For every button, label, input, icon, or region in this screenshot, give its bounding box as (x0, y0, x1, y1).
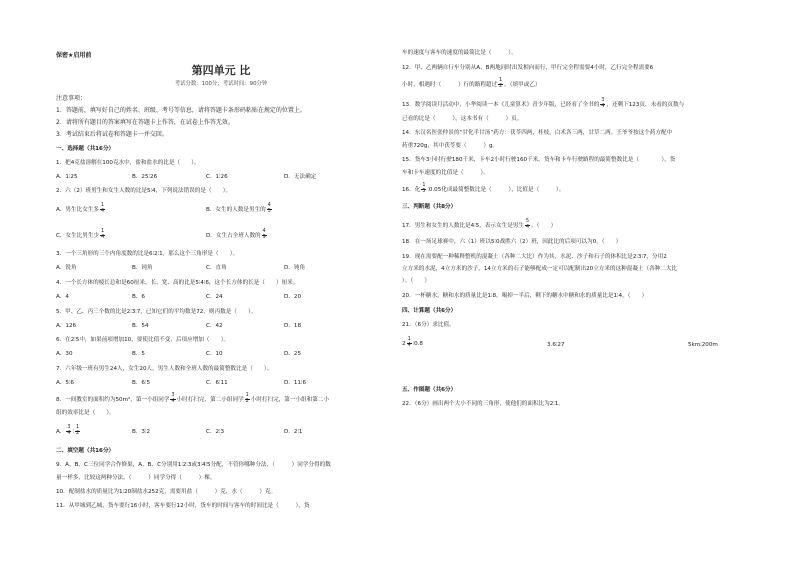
question-19-line2: 立方米的水泥，4立方米的沙子，14立方米的石子能够配成一定可以配制出20立方米的这种混凝土（各种二大比 (402, 266, 678, 272)
question-12: 12．甲、乙两辆自行车分别从A、B两地同时出发相向而行，甲行完全程需要4小时，乙行完全程需要6 (402, 65, 654, 71)
notes-heading: 注意事项： (56, 95, 87, 102)
question-2: 2．六（2）班男生和女生人数的比是5∶4，下列说法错误的是（ ）。 (56, 188, 232, 194)
option: C．10 (206, 351, 223, 357)
option: B．钝角 (132, 265, 153, 271)
question-15-line2: 车和卡车速度的比值是（ ）。 (402, 170, 489, 176)
note-item: 1．答题前，填写好自己的姓名、班级、考号等信息，请将答题卡条形码粘贴在规定的位置上。 (56, 107, 306, 114)
question-12-line2: 小时，相遇时（ ）行的路程超过 $\frac{1}{2}$ 。（填甲或乙） (402, 78, 541, 89)
option: A． $\frac{3}{4}$ ∶ $\frac{1}{2}$ (56, 425, 80, 436)
option: D．25 (284, 351, 302, 357)
option: B．6∶5 (132, 380, 151, 386)
question-21: 21．（6分）求比值。 (402, 322, 455, 328)
question-11-line2: 车的速度与客车的速度的最简比是（ ）。 (402, 50, 517, 56)
question-5: 5．甲、乙、丙三个数的比是2∶3∶7，已知它们的平均数是72，则丙数是（ ）。 (56, 309, 257, 315)
option: B．25∶26 (132, 174, 158, 180)
question-14: 14．东汉名医张仲景的“甘化半甘汤”药方：茯苓四两，桂枝，白术各三两，甘草二两。王爷爷按这个药方配中 (402, 130, 673, 136)
option: D．钝角 (284, 265, 306, 271)
question-13-line2: 已看的比是（ ），这本书有（ ）页。 (402, 116, 523, 122)
option: D．18 (284, 323, 302, 329)
question-15: 15．货车3小时行驶180千米，卡车2小时行驶160千米。货车和卡车行驶路程的最简整数比是（ ），货 (402, 157, 676, 163)
question-17: 17．男生和女生的人数比是4∶5，表示女生是男生 $\frac{5}{4}$ 。（ ） (402, 219, 557, 230)
option: A．30 (56, 351, 73, 357)
note-item: 3．考试结束后将试卷和答题卡一并交回。 (56, 131, 168, 138)
question-20: 20．一杯糖水，糖和水的质量比是1∶8，喝掉一半后，剩下的糖水中糖和水的质量比是1∶4。（ ） (402, 293, 648, 299)
section-heading: 二、填空题（共16分） (56, 448, 115, 454)
option: D．2∶1 (284, 429, 303, 435)
question-11: 11．从甲城到乙城，货车要行16小时，客车要行12小时，货车的时间与客车的时间比是（ ），货 (56, 503, 310, 509)
question-6: 6．在2∶5中，如果前项增加10，要使比值不变，后项应增加（ ）。 (56, 337, 230, 343)
secret-label: 保密★启用前 (56, 52, 92, 59)
question-13: 13．数学阅读月活动中，小华阅读一本《儿童算术》青少年版，已经看了全书的 $\frac{3}{4}$ ，还剩下123页，未看的页数与 (402, 98, 685, 109)
option: D．无法确定 (284, 174, 317, 180)
option: B．女生的人数是男生的 $\frac{4}{5}$ (206, 203, 271, 214)
section-heading: 一、选择题（共16分） (56, 146, 115, 152)
question-8: 8．一间教室的面积约为50m²，第一小组同学 $\frac{3}{4}$ 小时打扫完，第二小组同学 $\frac{1}{2}$ 小时打扫完，第一小组和第二小 (56, 393, 330, 404)
option: A．锐角 (56, 265, 77, 271)
question-16: 16．化 $\frac{1}{5}$ ∶0.05化成最简整数比是（ ），比值是（ ）。 (402, 183, 565, 194)
option: C．1∶26 (206, 174, 228, 180)
option: C．直角 (206, 265, 227, 271)
calc-expression-1: 2 $\frac{1}{4}$ ∶0.8 (402, 337, 423, 348)
option: D．20 (284, 294, 302, 300)
question-9: 9．A、B、C三位同学合作修果，A、B、C分别用1∶2∶3或3∶4∶5分配，不管你哪种分法，（ ）同学分得的数 (56, 462, 331, 468)
question-19: 19．现在需要配一种稀释整机的混凝土（各种二大比）作为其，水泥、沙子和石子的体积比是2∶3∶7，分用2 (402, 254, 667, 260)
question-7: 7．六年级一班有男生24人，女生20人，男生人数和全班人数的最简整数比是（ ）。 (56, 366, 273, 372)
section-heading: 三、判断题（共8分） (402, 204, 457, 210)
calc-expression-2: 3.6∶27 (547, 342, 565, 348)
question-4: 4．一个长方体的棱长总和是60厘米，长、宽、高的比是5∶4∶6，这个长方体的长是（ ）厘米。 (56, 280, 299, 286)
option: A．126 (56, 323, 77, 329)
option: A．男生比女生多 $\frac{1}{4}$ (56, 203, 105, 214)
option: C．2∶3 (206, 429, 225, 435)
question-1: 1．把4克盐溶解在100克水中，盐和盐水的比是（ ）。 (56, 160, 200, 166)
question-22: 22．（6分）画出两个大小不同的三角形，使他们的面积比为2∶1。 (402, 401, 564, 407)
option: B．6 (132, 294, 145, 300)
option: B．5 (132, 351, 145, 357)
section-heading: 四、计算题（共6分） (402, 308, 457, 314)
option: A．5∶6 (56, 380, 74, 386)
option: C．女生比男生少 $\frac{1}{4}$ (56, 229, 105, 240)
note-item: 2．请将所有题目的答案填写在答题卡上作答，在试卷上作答无效。 (56, 119, 234, 126)
option: A．1∶25 (56, 174, 78, 180)
question-14-line2: 药重720g，其中茯苓要（ ）g。 (402, 143, 499, 149)
exam-info: 考试分数：100分；考试时间：90分钟 (174, 81, 268, 87)
option: C．24 (206, 294, 223, 300)
calc-expression-3: 5km∶200m (688, 342, 718, 348)
question-8-line2: 组的效率比是（ ）。 (56, 410, 115, 416)
question-19-line3: ）。（ ） (402, 278, 430, 284)
page-title: 第四单元 比 (191, 64, 251, 77)
question-9-line2: 量一样多，比较这两种分法，（ ）同学分得（ ）棵。 (56, 475, 216, 481)
option: C．6∶11 (206, 380, 228, 386)
option: A．4 (56, 294, 69, 300)
option: D．11∶6 (284, 380, 307, 386)
option: C．42 (206, 323, 223, 329)
option: B．54 (132, 323, 149, 329)
question-10: 10．配制盐水的质量比为1∶20制盐水252克，需要用盐（ ）克，水（ ）克。 (56, 489, 277, 495)
question-3: 3．一个三角形的三个内角度数的比是6∶2∶1，那么这个三角形是（ ）。 (56, 251, 239, 257)
question-18: 18．在一场足球赛中，六（1）班以5∶0战胜六（2）班，因此比的后项可以为0。（ ） (402, 239, 622, 245)
option: B．3∶2 (132, 429, 151, 435)
option: D．女生占全班人数的 $\frac{4}{9}$ (206, 229, 266, 240)
section-heading: 五、作图题（共6分） (402, 387, 457, 393)
